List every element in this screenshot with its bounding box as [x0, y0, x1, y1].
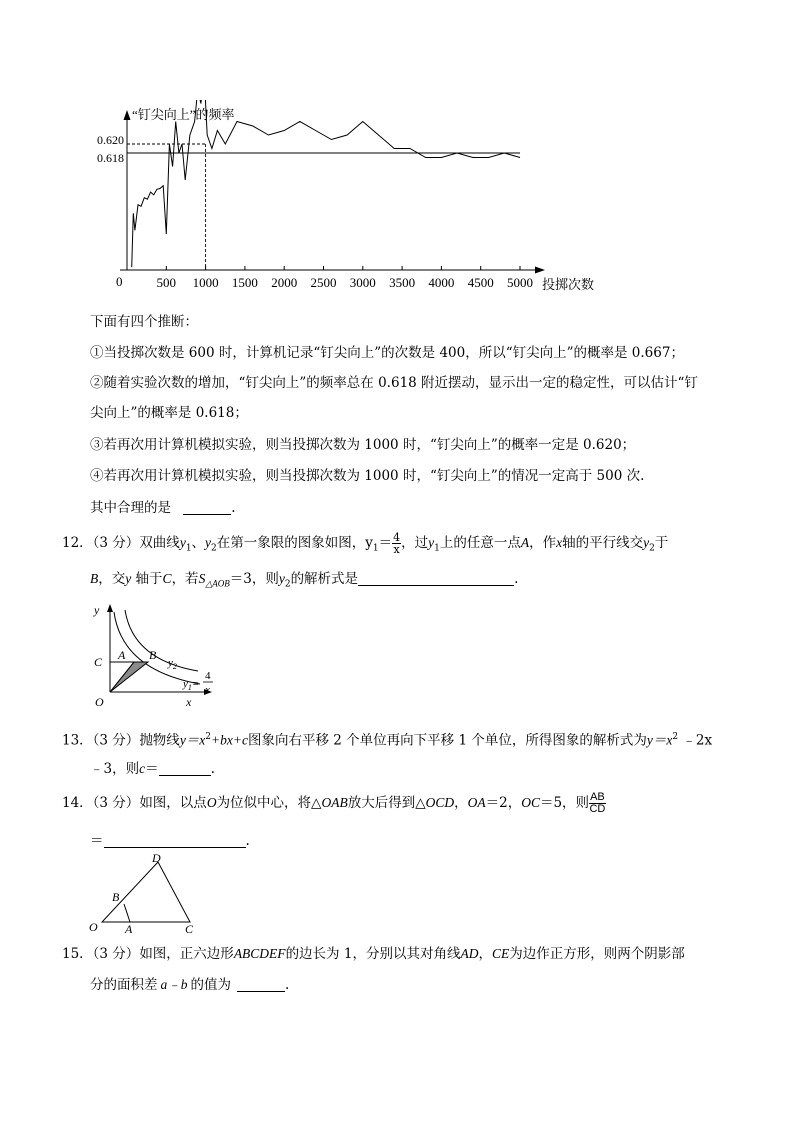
q12-label-y2: $y_2$ — [168, 657, 177, 671]
q11-statement-3: ③若再次用计算机模拟实验，则当投掷次数为 1000 时，“钉尖向上”的概率一定是 0.620； — [90, 437, 636, 453]
x-tick-label: 3000 — [349, 275, 376, 290]
q13-answer-blank[interactable] — [159, 761, 211, 776]
frequency-chart — [80, 100, 610, 300]
q11-intro: 下面有四个推断： — [90, 314, 198, 330]
q12-label-x: x — [186, 695, 192, 709]
q11-statement-1: ①当投掷次数是 600 时，计算机记录“钉尖向上”的次数是 400，所以“钉尖向上”的概率是 0.667； — [90, 345, 684, 361]
q14-fraction: $\frac{AB}{CD}$ — [589, 791, 606, 815]
q13-line-2: ﹣3，则c＝ . — [90, 761, 215, 777]
q11-answer-blank[interactable] — [183, 500, 231, 515]
q12-label-C: C — [94, 655, 103, 669]
y-tick-label: 0.620 — [97, 133, 124, 147]
q13-line-1: 13．（3 分）抛物线$y=x^2+bx+c$图象向右平移 2 个单位再向下平移 1 个单位，所得图象的解析式为$y=x^2$ ﹣2x — [62, 732, 713, 749]
q12-number: 12．（3 分） — [62, 535, 140, 551]
q12-label-y1: $y_1=$ — [183, 678, 200, 692]
q14-segment-AB — [124, 904, 130, 922]
frequency-series-line — [132, 100, 520, 267]
q12-label-A: A — [118, 648, 126, 662]
q12-fraction: $\frac{4}{x}$ — [393, 531, 401, 556]
x-axis-arrow — [535, 267, 545, 274]
q11-statement-2b: 尖向上”的概率是 0.618； — [90, 405, 248, 421]
q14-line-1: 14．（3 分）如图，以点O为位似中心，将△OAB放大后得到△OCD，OA＝2，OC＝5，则 $\frac{AB}{CD}$ — [62, 791, 606, 815]
x-tick-label: 4500 — [467, 275, 494, 290]
x-tick-label: 500 — [156, 275, 177, 290]
q12-label-B: B — [149, 648, 157, 662]
q14-label-C: C — [185, 922, 194, 934]
q14-number: 14．（3 分） — [62, 795, 140, 811]
y-axis-arrow — [124, 110, 131, 120]
q14-triangle-figure — [86, 852, 206, 934]
y-tick-label: 0.618 — [97, 151, 124, 165]
q12-label-y: y — [94, 603, 100, 617]
q14-answer-blank[interactable] — [104, 833, 246, 848]
q14-label-O: O — [89, 920, 98, 934]
q11-question: 其中合理的是 . — [90, 500, 236, 516]
x-tick-label: 2000 — [271, 275, 298, 290]
q12-label-O: O — [95, 695, 104, 709]
q12-shaded-triangle — [110, 662, 148, 692]
q12-y-arrow — [107, 604, 113, 612]
q15-line-1: 15．（3 分）如图，正六边形ABCDEF的边长为 1，分别以其对角线AD，CE为边作正方形，则两个阴影部 — [62, 946, 685, 962]
x-tick-label: 1000 — [192, 275, 219, 290]
q12-segment-OA — [110, 662, 134, 692]
x-tick-label: 3500 — [389, 275, 416, 290]
q11-ask: 其中合理的是 — [90, 500, 171, 516]
chart-ylabel: “钉尖向上”的频率 — [132, 107, 235, 122]
q14-line-2: ＝ . — [90, 833, 250, 849]
x-tick-label: 5000 — [507, 275, 533, 290]
x-tick-label: 1500 — [231, 275, 258, 290]
q12-label-frac-num: 4 — [205, 670, 211, 682]
q12-hyperbola-figure — [88, 600, 228, 712]
q12-answer-blank[interactable] — [358, 571, 514, 586]
x-origin-label: 0 — [116, 274, 123, 289]
q12-label-frac-den: x — [205, 684, 210, 696]
q14-label-A: A — [125, 922, 133, 934]
chart-xlabel: 投掷次数 — [542, 277, 595, 292]
q14-label-D: D — [152, 852, 161, 865]
x-tick-label: 4000 — [428, 275, 455, 290]
q11-statement-4: ④若再次用计算机模拟实验，则当投掷次数为 1000 时，“钉尖向上”的情况一定高于 500 次. — [90, 468, 645, 484]
q15-number: 15．（3 分） — [62, 946, 140, 962]
x-tick-label: 2500 — [310, 275, 337, 290]
q15-line-2: 分的面积差 a﹣b 的值为 . — [90, 977, 290, 993]
q12-line-1: 12．（3 分）双曲线$y_1$、$y_2$在第一象限的图象如图，$y_1=$ $\frac{4}{x}$ ，过$y_1$上的任意一点A，作x轴的平行线交$y_2$于 — [62, 531, 669, 556]
q15-answer-blank[interactable] — [237, 977, 285, 992]
q12-line-2: B，交y 轴于C，若$S_{\triangle AOB}=3$，则$y_2$的解析式是 . — [90, 571, 519, 590]
q11-statement-2a: ②随着实验次数的增加，“钉尖向上”的频率总在 0.618 附近摆动，显示出一定的稳定性，可以估计“钉 — [90, 375, 698, 391]
q14-label-B: B — [112, 890, 120, 904]
q13-number: 13．（3 分） — [62, 732, 140, 749]
